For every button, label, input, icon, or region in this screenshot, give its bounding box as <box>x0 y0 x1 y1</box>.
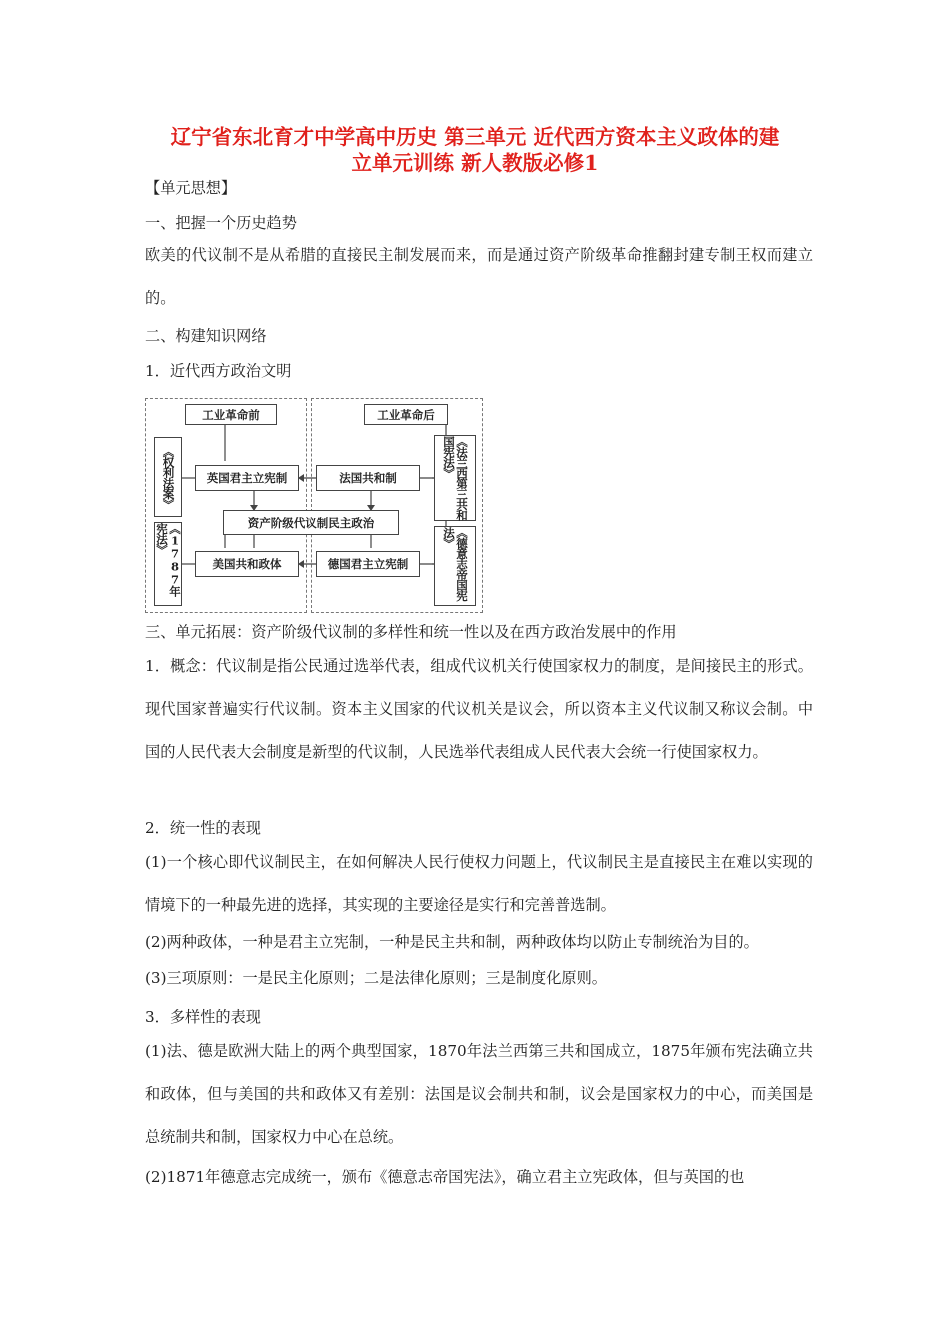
unity-item-3: (3)三项原则：一是民主化原则；二是法律化原则；三是制度化原则。 <box>145 969 607 987</box>
diagram-arrows <box>145 398 483 613</box>
france-republic-box: 法国共和制 <box>316 465 420 491</box>
bill-of-rights-box: 《权利法案》 <box>154 437 182 517</box>
diversity-item-2: (2)1871年德意志完成统一，颁布《德意志帝国宪法》，确立君主立宪政体，但与英国的也 <box>145 1168 745 1186</box>
constitution-1787-box: 《1787年宪法》 <box>154 522 182 606</box>
concept-paragraph: 1．概念：代议制是指公民通过选举代表，组成代议机关行使国家权力的制度，是间接民主的形式。现代国家普遍实行代议制。资本主义国家的代议机关是议会，所以资本主义代议制又称议会制。中国的人民代表大会制度是新型的代议制，人民选举代表组成人民代表大会统一行使国家权力。 <box>145 657 813 761</box>
french-constitution-box: 《法兰西第三共和国宪法》 <box>434 435 476 521</box>
section-2-item-1: 1．近代西方政治文明 <box>145 362 292 380</box>
after-industrial-revolution-label: 工业革命后 <box>364 404 448 425</box>
document-title <box>100 124 850 176</box>
section-1-text: 欧美的代议制不是从希腊的直接民主制发展而来，而是通过资产阶级革命推翻封建专制王权而建立的。 <box>145 246 813 307</box>
unity-heading: 2．统一性的表现 <box>145 819 261 837</box>
section-2-heading: 二、构建知识网络 <box>145 327 267 345</box>
germany-constitutional-monarchy-box: 德国君主立宪制 <box>316 551 420 577</box>
title-line-2: 立单元训练 新人教版必修1 <box>351 151 599 175</box>
diversity-item-1: (1)法、德是欧洲大陆上的两个典型国家，1870年法兰西第三共和国成立，1875年颁布宪法确立共和政体，但与美国的共和政体又有差别：法国是议会制共和制，议会是国家权力的中心，而美国是总统制共和制，国家权力中心在总统。 <box>145 1042 813 1146</box>
before-industrial-revolution-label: 工业革命前 <box>185 404 277 425</box>
uk-constitutional-monarchy-box: 英国君主立宪制 <box>195 465 299 491</box>
section-3-heading: 三、单元拓展：资产阶级代议制的多样性和统一性以及在西方政治发展中的作用 <box>145 623 677 641</box>
german-constitution-box: 《德意志帝国宪法》 <box>434 526 476 606</box>
unit-thought-heading: 【单元思想】 <box>145 179 237 197</box>
knowledge-network-diagram <box>145 398 483 613</box>
unity-item-2: (2)两种政体，一种是君主立宪制，一种是民主共和制，两种政体均以防止专制统治为目的。 <box>145 933 759 951</box>
diversity-heading: 3．多样性的表现 <box>145 1008 261 1026</box>
unity-item-1: (1)一个核心即代议制民主，在如何解决人民行使权力问题上，代议制民主是直接民主在难以实现的情境下的一种最先进的选择，其实现的主要途径是实行和完善普选制。 <box>145 853 813 914</box>
us-republic-box: 美国共和政体 <box>195 551 299 577</box>
representative-democracy-box: 资产阶级代议制民主政治 <box>223 510 399 535</box>
section-1-heading: 一、把握一个历史趋势 <box>145 214 297 232</box>
title-line-1: 辽宁省东北育才中学高中历史 第三单元 近代西方资本主义政体的建 <box>170 125 780 149</box>
